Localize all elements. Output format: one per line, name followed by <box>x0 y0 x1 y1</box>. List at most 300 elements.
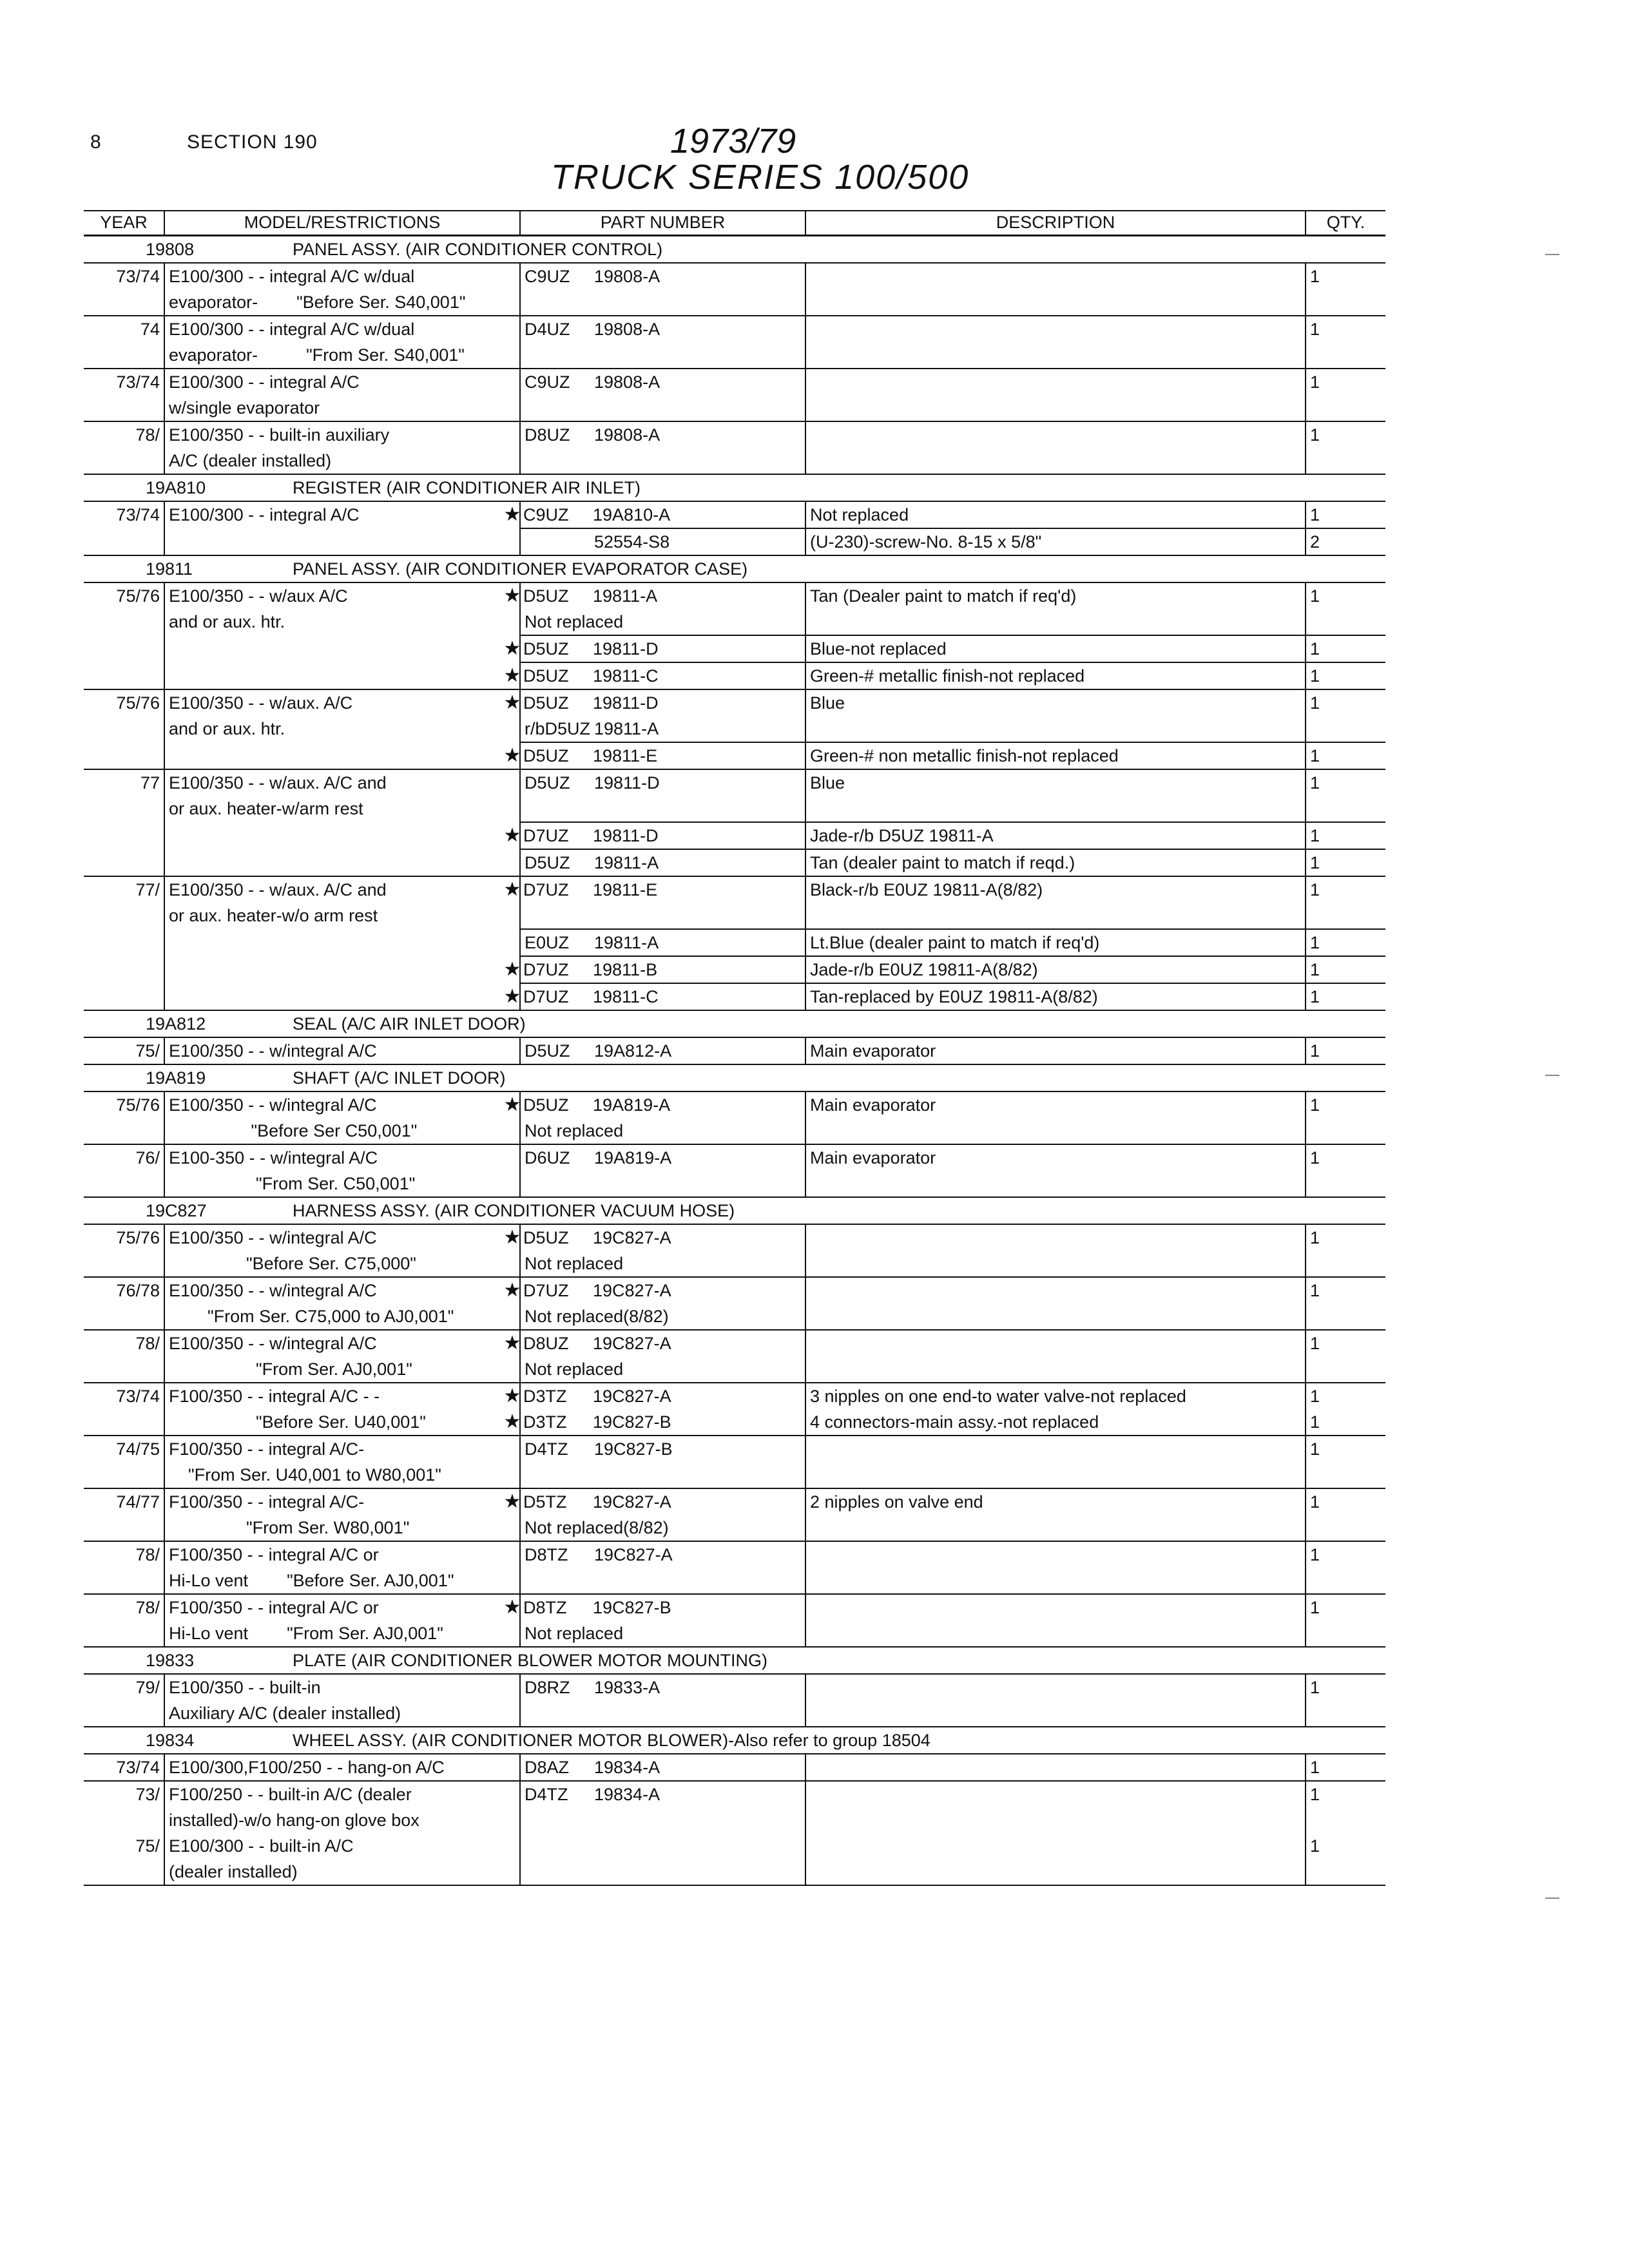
year-cell <box>84 1251 164 1277</box>
table-row <box>84 289 1385 316</box>
model-restriction-cell: E100/300 - - integral A/C w/dual <box>169 320 415 339</box>
year-cell <box>84 528 164 555</box>
qty-cell: 1 <box>1306 1144 1385 1171</box>
column-header-model: MODEL/RESTRICTIONS <box>164 211 520 236</box>
qty-cell: 1 <box>1306 1541 1385 1568</box>
year-cell <box>84 1807 164 1833</box>
qty-cell: 1 <box>1306 662 1385 689</box>
part-number-cell <box>520 849 805 876</box>
table-row <box>84 1807 1385 1833</box>
year-cell: 73/74 <box>84 1754 164 1781</box>
description-cell <box>805 1118 1306 1144</box>
part-number-cell <box>520 1568 805 1594</box>
part-number-cell <box>503 1383 805 1409</box>
model-restriction-cell: E100-350 - - w/integral A/C <box>169 1148 378 1168</box>
part-prefix: D8UZ <box>523 1334 569 1353</box>
table-row <box>84 1144 1385 1171</box>
year-cell <box>84 1409 164 1436</box>
part-base-number: 19808-A <box>594 267 660 286</box>
part-base-number: 19834-A <box>594 1758 660 1777</box>
column-header-qty: QTY. <box>1306 211 1385 236</box>
qty-cell: 1 <box>1306 876 1385 903</box>
table-row <box>84 1436 1385 1462</box>
group-header-cell <box>84 1727 1385 1754</box>
qty-cell: 1 <box>1306 1833 1385 1859</box>
model-restriction-cell: E100/350 - - w/aux. A/C and <box>169 773 387 793</box>
model-restriction-cell <box>164 635 520 662</box>
qty-cell: 1 <box>1306 1409 1385 1436</box>
qty-cell <box>1306 1859 1385 1885</box>
title-years: 1973/79 <box>670 122 796 160</box>
group-number: 19A812 <box>146 1014 206 1033</box>
qty-cell: 1 <box>1306 1037 1385 1064</box>
star-icon: ★ <box>503 1332 521 1354</box>
part-base-number: 19811-E <box>593 746 658 765</box>
star-icon: ★ <box>503 692 521 713</box>
part-number-cell <box>520 1674 805 1700</box>
table-row <box>84 1330 1385 1356</box>
group-name: WHEEL ASSY. (AIR CONDITIONER MOTOR BLOWER)-Also refer to group 18504 <box>293 1731 930 1750</box>
part-number-cell <box>520 1833 805 1859</box>
table-row <box>84 528 1385 555</box>
part-prefix: D8TZ <box>525 1545 568 1564</box>
part-number-cell <box>520 1620 805 1647</box>
column-header-description: DESCRIPTION <box>805 211 1306 236</box>
table-row <box>84 1171 1385 1197</box>
part-number-cell <box>503 822 805 849</box>
qty-cell: 1 <box>1306 769 1385 796</box>
star-icon: ★ <box>503 1385 521 1407</box>
part-prefix: D4TZ <box>525 1439 568 1459</box>
model-restriction-cell: (dealer installed) <box>164 1859 520 1885</box>
qty-cell: 1 <box>1306 849 1385 876</box>
qty-cell <box>1306 1356 1385 1383</box>
star-icon: ★ <box>503 879 521 900</box>
part-base-number: 19833-A <box>594 1678 660 1697</box>
description-cell <box>805 421 1306 448</box>
model-restriction-cell: "Before Ser C50,001" <box>164 1118 520 1144</box>
table-row <box>84 582 1385 609</box>
part-number-cell <box>520 1251 805 1277</box>
model-restriction-cell: F100/350 - - integral A/C - - <box>169 1387 380 1406</box>
qty-cell: 1 <box>1306 1277 1385 1303</box>
year-cell <box>84 929 164 956</box>
description-cell <box>805 1754 1306 1781</box>
qty-cell: 1 <box>1306 983 1385 1010</box>
model-restriction-cell: "Before Ser. U40,001" <box>164 1409 520 1436</box>
description-cell: Main evaporator <box>805 1144 1306 1171</box>
description-cell: 4 connectors-main assy.-not replaced <box>805 1409 1306 1436</box>
year-cell <box>84 1171 164 1197</box>
description-cell <box>805 1251 1306 1277</box>
qty-cell: 1 <box>1306 635 1385 662</box>
year-cell: 74/77 <box>84 1488 164 1515</box>
model-restriction-cell: "From Ser. U40,001 to W80,001" <box>164 1462 520 1488</box>
table-row <box>84 1462 1385 1488</box>
description-cell <box>805 796 1306 822</box>
description-cell <box>805 395 1306 421</box>
qty-cell <box>1306 796 1385 822</box>
part-base-number: 19811-D <box>594 773 660 793</box>
model-restriction-cell: E100/350 - - w/integral A/C <box>169 1334 377 1353</box>
year-cell: 75/76 <box>84 1224 164 1251</box>
model-restriction-cell: "From Ser. W80,001" <box>164 1515 520 1541</box>
qty-cell <box>1306 1462 1385 1488</box>
part-number-cell <box>503 1409 805 1436</box>
part-prefix: D5UZ <box>525 1041 570 1061</box>
model-restriction-cell: and or aux. htr. <box>169 719 285 738</box>
year-cell: 73/74 <box>84 1383 164 1409</box>
part-base-number: 19811-A <box>594 853 659 872</box>
group-header-row <box>84 1727 1385 1754</box>
table-row <box>84 1754 1385 1781</box>
model-restriction-cell: E100/300 - - built-in A/C <box>169 1836 354 1856</box>
year-cell <box>84 796 164 822</box>
parts-table-body <box>84 236 1385 1886</box>
description-cell <box>805 316 1306 342</box>
part-base-number: 19808-A <box>594 372 660 392</box>
part-prefix: D5UZ <box>523 666 569 686</box>
table-row <box>84 1620 1385 1647</box>
part-prefix: Not replaced(8/82) <box>525 1518 669 1537</box>
description-cell <box>805 609 1306 635</box>
description-cell <box>805 1833 1306 1859</box>
table-header-row <box>84 211 1385 236</box>
group-header-row <box>84 1197 1385 1224</box>
description-cell <box>805 369 1306 395</box>
description-cell: 3 nipples on one end-to water valve-not replaced <box>805 1383 1306 1409</box>
part-prefix: D7UZ <box>523 826 569 845</box>
part-number-cell <box>520 342 805 369</box>
table-row <box>84 956 1385 983</box>
part-prefix: Not replaced <box>525 1254 624 1273</box>
description-cell <box>805 1330 1306 1356</box>
part-number-cell <box>520 716 805 742</box>
year-cell: 74/75 <box>84 1436 164 1462</box>
part-number-cell <box>503 1488 805 1515</box>
table-row <box>84 1781 1385 1807</box>
group-header-cell <box>84 474 1385 501</box>
part-number-cell <box>520 289 805 316</box>
table-row <box>84 1515 1385 1541</box>
qty-cell <box>1306 1118 1385 1144</box>
part-number-cell <box>520 1807 805 1833</box>
description-cell <box>805 1515 1306 1541</box>
year-cell: 76/ <box>84 1144 164 1171</box>
table-row <box>84 769 1385 796</box>
part-base-number: 19811-A <box>594 933 659 952</box>
part-prefix: D8AZ <box>525 1758 570 1777</box>
description-cell: Blue <box>805 769 1306 796</box>
year-cell: 78/ <box>84 1541 164 1568</box>
part-number-cell <box>520 1515 805 1541</box>
year-cell <box>84 289 164 316</box>
description-cell: Jade-r/b D5UZ 19811-A <box>805 822 1306 849</box>
part-prefix: Not replaced <box>525 1624 624 1643</box>
description-cell: Not replaced <box>805 501 1306 528</box>
part-base-number: 19C827-A <box>593 1334 671 1353</box>
description-cell <box>805 1303 1306 1330</box>
year-cell <box>84 342 164 369</box>
year-cell: 75/76 <box>84 689 164 716</box>
qty-cell <box>1306 1171 1385 1197</box>
model-restriction-cell: E100/350 - - w/aux. A/C <box>169 693 353 713</box>
model-restriction-cell: E100/300,F100/250 - - hang-on A/C <box>164 1754 520 1781</box>
part-number-cell <box>503 689 805 716</box>
part-number-cell <box>520 448 805 474</box>
qty-cell <box>1306 1515 1385 1541</box>
year-cell: 78/ <box>84 1330 164 1356</box>
description-cell <box>805 1859 1306 1885</box>
part-number-cell <box>503 662 805 689</box>
part-number-cell <box>503 983 805 1010</box>
year-cell: 77 <box>84 769 164 796</box>
group-header-cell <box>84 1010 1385 1037</box>
star-icon: ★ <box>503 504 521 525</box>
star-icon: ★ <box>503 638 521 659</box>
year-cell <box>84 1356 164 1383</box>
group-number: 19A819 <box>146 1068 206 1088</box>
model-restriction-cell: F100/350 - - integral A/C- <box>169 1492 365 1512</box>
table-row <box>84 876 1385 903</box>
qty-cell <box>1306 1700 1385 1727</box>
part-prefix: D5UZ <box>523 586 569 606</box>
year-cell <box>84 956 164 983</box>
group-name: PANEL ASSY. (AIR CONDITIONER EVAPORATOR CASE) <box>293 559 748 579</box>
year-cell: 73/74 <box>84 501 164 528</box>
qty-cell: 2 <box>1306 528 1385 555</box>
star-icon: ★ <box>503 585 521 606</box>
group-number: 19A810 <box>146 478 206 497</box>
table-row <box>84 1224 1385 1251</box>
qty-cell: 1 <box>1306 822 1385 849</box>
group-header-cell <box>84 1064 1385 1091</box>
part-number-cell <box>503 1224 805 1251</box>
model-restriction-cell <box>164 956 520 983</box>
part-prefix: D5UZ <box>523 639 569 658</box>
part-number-cell <box>520 1700 805 1727</box>
part-number-cell <box>520 609 805 635</box>
table-row <box>84 822 1385 849</box>
description-cell: Tan-replaced by E0UZ 19811-A(8/82) <box>805 983 1306 1010</box>
part-number-cell <box>520 1356 805 1383</box>
part-prefix: Not replaced <box>525 1121 624 1140</box>
description-cell: Black-r/b E0UZ 19811-A(8/82) <box>805 876 1306 903</box>
description-cell <box>805 1171 1306 1197</box>
table-row <box>84 609 1385 635</box>
description-cell <box>805 342 1306 369</box>
year-cell: 74 <box>84 316 164 342</box>
year-cell: 73/74 <box>84 369 164 395</box>
part-number-cell <box>503 501 805 528</box>
table-row <box>84 1251 1385 1277</box>
qty-cell: 1 <box>1306 1383 1385 1409</box>
model-restriction-cell: w/single evaporator <box>164 395 520 421</box>
year-cell: 75/76 <box>84 1091 164 1118</box>
part-number-cell <box>503 1594 805 1620</box>
star-icon: ★ <box>503 1597 521 1618</box>
table-row <box>84 1700 1385 1727</box>
table-row <box>84 1091 1385 1118</box>
description-cell: 2 nipples on valve end <box>805 1488 1306 1515</box>
qty-cell <box>1306 1807 1385 1833</box>
star-icon: ★ <box>503 1280 521 1301</box>
part-prefix: D5UZ <box>523 746 569 765</box>
table-row <box>84 1303 1385 1330</box>
table-row <box>84 903 1385 929</box>
qty-cell <box>1306 1620 1385 1647</box>
year-cell: 76/78 <box>84 1277 164 1303</box>
table-row <box>84 1488 1385 1515</box>
part-base-number: 19811-D <box>593 693 659 713</box>
part-base-number: 19811-C <box>593 987 659 1006</box>
model-restriction-cell: "Before Ser. C75,000" <box>164 1251 520 1277</box>
part-base-number: 19A812-A <box>594 1041 672 1061</box>
model-restriction-cell <box>164 983 520 1010</box>
qty-cell <box>1306 289 1385 316</box>
model-restriction-cell: E100/300 - - integral A/C w/dual <box>169 267 415 286</box>
description-cell: Blue-not replaced <box>805 635 1306 662</box>
star-icon: ★ <box>503 825 521 846</box>
qty-cell <box>1306 395 1385 421</box>
table-row <box>84 1356 1385 1383</box>
part-number-cell <box>520 263 805 289</box>
part-prefix: D5UZ <box>523 1228 569 1247</box>
part-prefix: C9UZ <box>525 267 570 286</box>
description-cell: Green-# metallic finish-not replaced <box>805 662 1306 689</box>
year-cell <box>84 1859 164 1885</box>
qty-cell: 1 <box>1306 1224 1385 1251</box>
part-number-cell <box>520 316 805 342</box>
star-icon: ★ <box>503 665 521 686</box>
description-cell <box>805 1807 1306 1833</box>
qty-cell: 1 <box>1306 1594 1385 1620</box>
part-prefix: Not replaced <box>525 1360 624 1379</box>
title-series: TRUCK SERIES 100/500 <box>551 158 970 197</box>
part-number-cell <box>503 742 805 769</box>
year-cell <box>84 448 164 474</box>
model-restriction-cell: "From Ser. C50,001" <box>164 1171 520 1197</box>
table-row <box>84 1859 1385 1885</box>
part-prefix: D4TZ <box>525 1785 568 1804</box>
group-name: SEAL (A/C AIR INLET DOOR) <box>293 1014 526 1033</box>
qty-cell: 1 <box>1306 742 1385 769</box>
group-name: HARNESS ASSY. (AIR CONDITIONER VACUUM HOSE) <box>293 1201 735 1220</box>
year-cell <box>84 1620 164 1647</box>
model-restriction-cell: Hi-Lo vent "From Ser. AJ0,001" <box>164 1620 520 1647</box>
part-number-cell <box>520 1037 805 1064</box>
qty-cell: 1 <box>1306 501 1385 528</box>
group-header-row <box>84 555 1385 582</box>
description-cell <box>805 263 1306 289</box>
part-base-number: 19811-C <box>593 666 659 686</box>
table-row <box>84 501 1385 528</box>
table-row <box>84 662 1385 689</box>
star-icon: ★ <box>503 1491 521 1512</box>
part-base-number: 19811-D <box>593 639 659 658</box>
model-restriction-cell: E100/350 - - w/integral A/C <box>164 1037 520 1064</box>
star-icon: ★ <box>503 1094 521 1115</box>
qty-cell: 1 <box>1306 1436 1385 1462</box>
model-restriction-cell: evaporator- "From Ser. S40,001" <box>164 342 520 369</box>
part-number-cell <box>520 1436 805 1462</box>
part-prefix: D4UZ <box>525 320 570 339</box>
part-base-number: 19808-A <box>594 425 660 445</box>
table-row <box>84 1409 1385 1436</box>
model-restriction-cell: or aux. heater-w/arm rest <box>169 799 363 818</box>
table-row <box>84 1833 1385 1859</box>
qty-cell <box>1306 448 1385 474</box>
part-number-cell <box>520 1303 805 1330</box>
part-number-cell <box>520 1859 805 1885</box>
model-restriction-cell: E100/300 - - integral A/C <box>169 505 360 524</box>
model-restriction-cell <box>164 849 520 876</box>
table-row <box>84 421 1385 448</box>
year-cell: 78/ <box>84 421 164 448</box>
year-cell: 78/ <box>84 1594 164 1620</box>
parts-table <box>84 210 1385 1886</box>
table-row <box>84 983 1385 1010</box>
star-icon: ★ <box>503 986 521 1007</box>
model-restriction-cell <box>164 662 520 689</box>
table-row <box>84 263 1385 289</box>
description-cell <box>805 1277 1306 1303</box>
description-cell <box>805 1700 1306 1727</box>
qty-cell <box>1306 609 1385 635</box>
qty-cell: 1 <box>1306 316 1385 342</box>
group-number: 19808 <box>146 240 195 259</box>
year-cell: 75/ <box>84 1833 164 1859</box>
qty-cell: 1 <box>1306 1330 1385 1356</box>
part-base-number: 19811-A <box>593 586 658 606</box>
part-prefix: D3TZ <box>523 1412 567 1432</box>
year-cell: 79/ <box>84 1674 164 1700</box>
part-base-number: 19C827-A <box>594 1545 673 1564</box>
part-number-cell <box>520 903 805 929</box>
model-restriction-cell: E100/350 - - w/integral A/C <box>169 1281 377 1300</box>
table-row <box>84 929 1385 956</box>
part-base-number: 19C827-B <box>593 1598 671 1617</box>
group-header-row <box>84 1010 1385 1037</box>
part-number-cell <box>520 1541 805 1568</box>
table-row <box>84 849 1385 876</box>
part-prefix: D3TZ <box>523 1387 567 1406</box>
part-number-cell <box>520 796 805 822</box>
table-row <box>84 1118 1385 1144</box>
model-restriction-cell: installed)-w/o hang-on glove box <box>169 1811 419 1830</box>
model-restriction-cell: E100/350 - - w/aux. A/C and <box>169 880 387 899</box>
qty-cell: 1 <box>1306 956 1385 983</box>
part-base-number: 19C827-B <box>593 1412 671 1432</box>
description-cell <box>805 1594 1306 1620</box>
table-row <box>84 369 1385 395</box>
description-cell: (U-230)-screw-No. 8-15 x 5/8" <box>805 528 1306 555</box>
qty-cell: 1 <box>1306 1091 1385 1118</box>
group-name: REGISTER (AIR CONDITIONER AIR INLET) <box>293 478 641 497</box>
description-cell <box>805 1356 1306 1383</box>
qty-cell <box>1306 1303 1385 1330</box>
model-restriction-cell: and or aux. htr. <box>169 612 285 631</box>
qty-cell: 1 <box>1306 1674 1385 1700</box>
group-number: 19834 <box>146 1731 195 1750</box>
qty-cell <box>1306 903 1385 929</box>
part-prefix: D8UZ <box>525 425 570 445</box>
part-base-number: 19811-B <box>593 960 658 979</box>
table-row <box>84 395 1385 421</box>
table-row <box>84 448 1385 474</box>
part-base-number: 19C827-A <box>593 1281 671 1300</box>
table-row <box>84 1383 1385 1409</box>
